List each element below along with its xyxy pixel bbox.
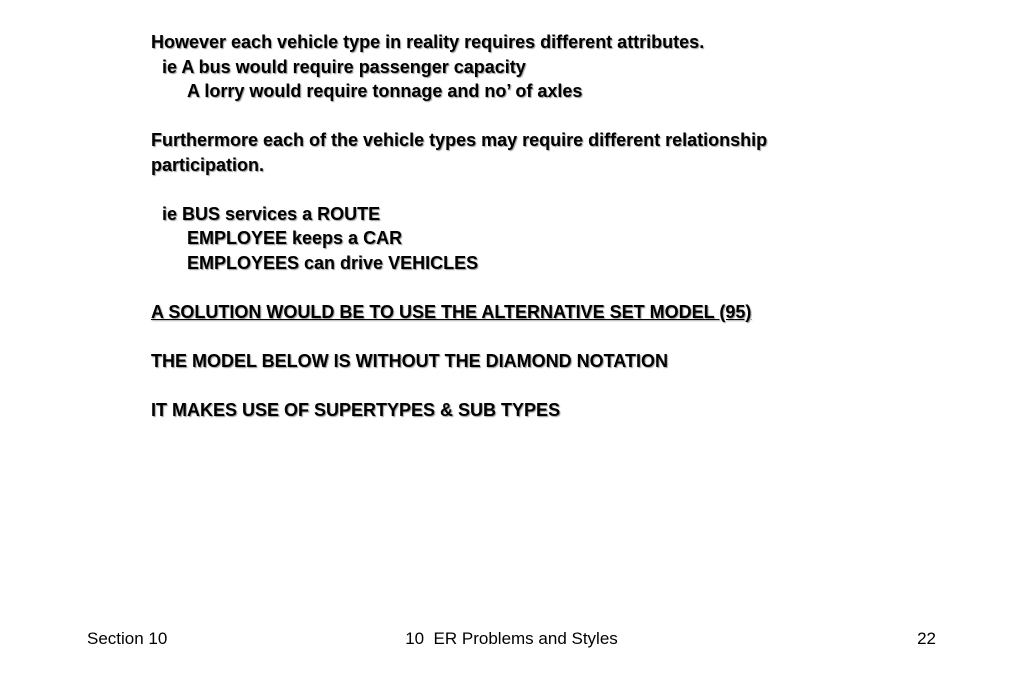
text-line: Furthermore each of the vehicle types may require different relationship bbox=[151, 130, 768, 150]
solution-heading: A SOLUTION WOULD BE TO USE THE ALTERNATIVE SET MODEL (95) bbox=[151, 301, 752, 322]
text-line: A lorry would require tonnage and no’ of axles bbox=[187, 81, 583, 101]
spacer bbox=[151, 324, 931, 349]
footer-section: Section 10 bbox=[87, 629, 168, 648]
footer-title: 10 ER Problems and Styles bbox=[405, 629, 618, 648]
text-line: EMPLOYEES can drive VEHICLES bbox=[187, 252, 479, 273]
text-line: EMPLOYEE keeps a CAR bbox=[187, 228, 403, 248]
text-line: ie A bus would require passenger capacity bbox=[162, 56, 526, 77]
text-line: IT MAKES USE OF SUPERTYPES & SUB TYPES bbox=[151, 399, 561, 420]
text-line: ie BUS services a ROUTE bbox=[162, 203, 381, 224]
slide-body bbox=[151, 30, 931, 422]
spacer bbox=[151, 104, 931, 129]
spacer bbox=[151, 373, 931, 398]
text-line: THE MODEL BELOW IS WITHOUT THE DIAMOND NOTATION bbox=[151, 350, 668, 371]
spacer bbox=[151, 275, 931, 300]
footer-page-number: 22 bbox=[917, 629, 936, 648]
spacer bbox=[151, 177, 931, 202]
text-line: participation. bbox=[151, 154, 265, 175]
text-line: However each vehicle type in reality requires different attributes. bbox=[151, 32, 705, 52]
